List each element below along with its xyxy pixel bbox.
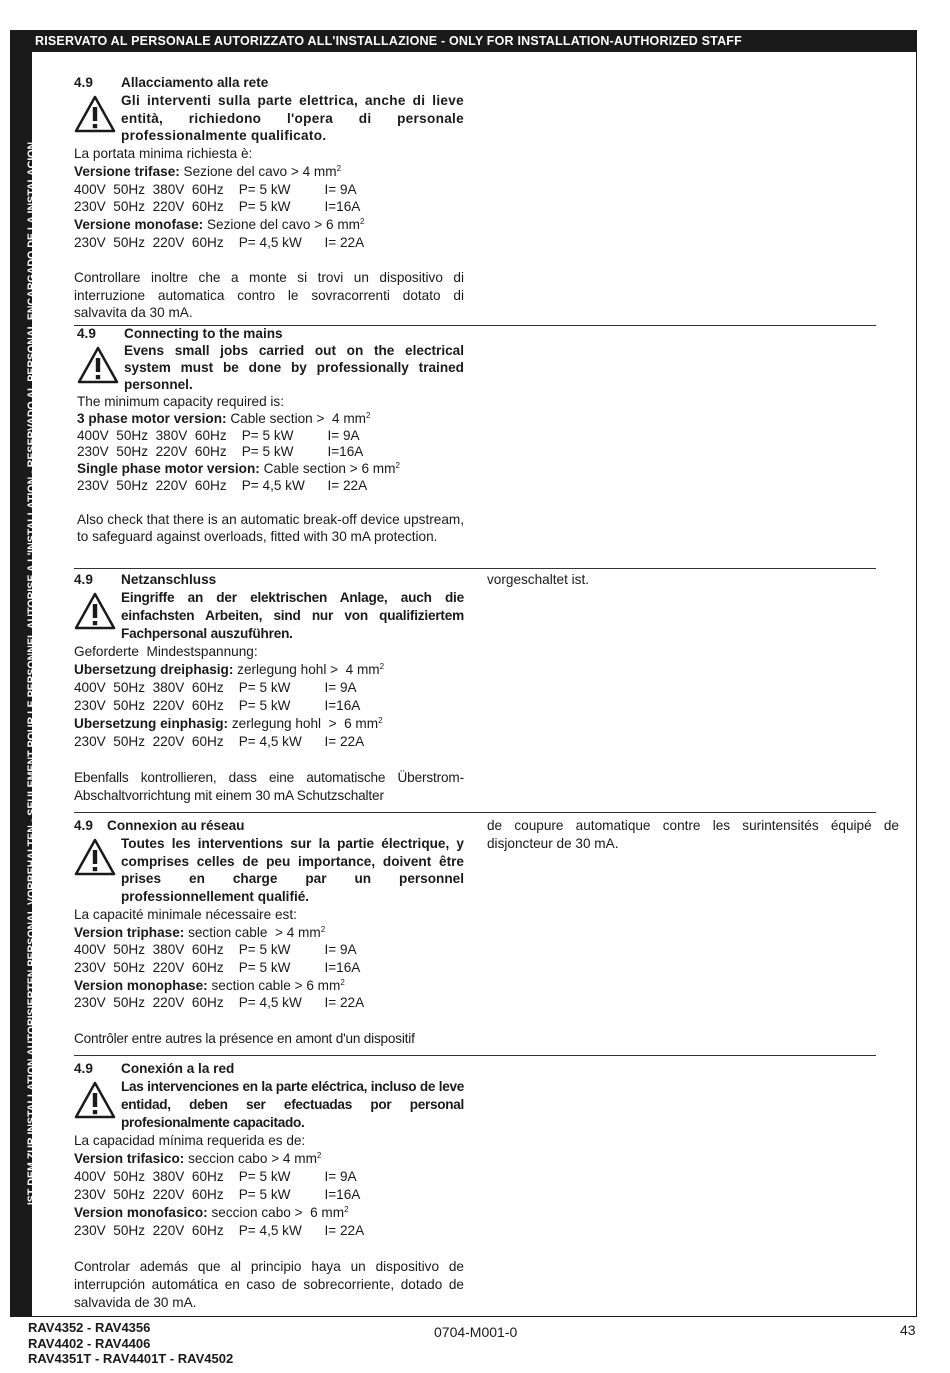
model-line: RAV4402 - RAV4406 — [28, 1335, 151, 1351]
single-phase-text: section cable > 6 mm — [207, 977, 341, 993]
superscript: 2 — [320, 924, 326, 934]
spec-row: 230V 50Hz 220V 60Hz P= 4,5 kW I= 22A — [74, 995, 365, 1011]
warning-icon — [74, 1081, 116, 1119]
section-title: Connexion au réseau — [107, 818, 245, 833]
spec-row: 230V 50Hz 220V 60Hz P= 5 kW I=16A — [77, 444, 364, 460]
section-italian — [74, 74, 464, 322]
single-phase-label: Single phase motor version: — [77, 461, 260, 477]
model-line: RAV4351T - RAV4401T - RAV4502 — [28, 1351, 234, 1366]
spec-row: 230V 50Hz 220V 60Hz P= 5 kW I=16A — [74, 1187, 361, 1202]
french-continuation: de coupure automatique contre les surintensités équipé de disjoncteur de 30 mA. — [487, 818, 899, 851]
section-heading — [74, 1060, 464, 1078]
spec-row: 400V 50Hz 380V 60Hz P= 5 kW I= 9A — [74, 1169, 357, 1184]
warning-block — [74, 589, 464, 643]
single-phase-line — [74, 216, 464, 234]
single-phase-text: Cable section > 6 mm — [259, 461, 396, 477]
superscript: 2 — [378, 716, 383, 725]
three-phase-text: Sezione del cavo > 4 mm — [179, 163, 337, 179]
single-phase-line — [74, 977, 464, 995]
single-phase-text: zerlegung hohl > 6 mm — [228, 716, 379, 731]
min-capacity: La portata minima richiesta è: — [74, 146, 253, 162]
section-divider — [74, 568, 876, 569]
protection-note: Also check that there is an automatic break-off device upstream, to safeguard against overloads, fitted with 30 mA protection. — [77, 512, 464, 544]
spec-row: 230V 50Hz 220V 60Hz P= 4,5 kW I= 22A — [74, 1223, 365, 1238]
warning-block — [74, 92, 464, 145]
spec-row: 400V 50Hz 380V 60Hz P= 5 kW I= 9A — [74, 680, 357, 695]
protection-note: Controlar además que al principio haya un dispositivo de interrupción automática en caso de sobrecorriente, dotado de salvavida de 30 mA. — [74, 1258, 464, 1310]
superscript: 2 — [379, 662, 385, 671]
german-continuation: vorgeschaltet ist. — [487, 572, 589, 587]
three-phase-line — [74, 163, 464, 181]
three-phase-label: 3 phase motor version: — [77, 410, 227, 426]
single-phase-label: Versione monofase: — [74, 216, 204, 232]
min-capacity: La capacidad mínima requerida es de: — [74, 1133, 306, 1148]
three-phase-label: Ubersetzung dreiphasig: — [74, 662, 234, 677]
spec-row: 230V 50Hz 220V 60Hz P= 5 kW I=16A — [74, 199, 361, 215]
three-phase-line — [74, 924, 464, 942]
spec-row: 400V 50Hz 380V 60Hz P= 5 kW I= 9A — [74, 942, 357, 958]
warning-block — [77, 343, 464, 394]
spec-row: 230V 50Hz 220V 60Hz P= 4,5 kW I= 22A — [74, 234, 365, 250]
three-phase-label: Version triphase: — [74, 924, 185, 940]
section-english — [77, 326, 464, 546]
three-phase-line — [77, 411, 464, 428]
single-phase-line — [74, 1204, 464, 1222]
min-capacity: The minimum capacity required is: — [77, 393, 284, 409]
warning-icon — [74, 838, 116, 876]
section-divider — [74, 812, 876, 813]
protection-note: Controllare inoltre che a monte si trovi un dispositivo di interruzione automatica contro le sovracorrenti dotato di salvavita da 30 mA. — [74, 270, 464, 321]
spec-row: 400V 50Hz 380V 60Hz P= 5 kW I= 9A — [74, 181, 357, 197]
warning-text: Eingriffe an der elektrischen Anlage, auch die einfachsten Arbeiten, sind nur von qualifiziertem Fachpersonal auszuführen. — [121, 590, 464, 641]
min-capacity: La capacité minimale nécessaire est: — [74, 906, 297, 922]
warning-text: Toutes les interventions sur la partie électrique, y comprises celles de peu importance, doivent être prises en charge par un personnel professionnellement qualifié. — [121, 836, 464, 905]
protection-note: Ebenfalls kontrollieren, dass eine automatische Überstrom-Abschaltvorrichtung mit einem 30 mA Schutzschalter — [74, 769, 464, 803]
single-phase-text: seccion cabo > 6 mm — [207, 1205, 345, 1220]
single-phase-label: Version monofasico: — [74, 1205, 208, 1220]
warning-icon — [77, 346, 119, 384]
warning-block — [74, 1078, 464, 1132]
superscript: 2 — [340, 977, 345, 987]
superscript: 2 — [336, 163, 342, 173]
warning-icon — [74, 592, 116, 630]
superscript: 2 — [365, 410, 371, 420]
single-phase-text: Sezione del cavo > 6 mm — [203, 216, 360, 232]
three-phase-text: zerlegung hohl > 4 mm — [233, 662, 380, 677]
min-capacity: Geforderte Mindestspannung: — [74, 644, 258, 659]
section-heading — [74, 571, 464, 589]
three-phase-label: Versione trifase: — [74, 163, 180, 179]
section-french — [74, 817, 464, 1047]
section-number: 4.9 — [74, 572, 93, 587]
model-line: RAV4352 - RAV4356 — [28, 1320, 151, 1335]
page-number: 43 — [900, 1322, 916, 1338]
spec-row: 400V 50Hz 380V 60Hz P= 5 kW I= 9A — [77, 427, 360, 443]
section-spanish — [74, 1060, 464, 1312]
side-banner-text: IST DEM ZUR INSTALLATION AUTORISIERTEN PERSONAL VORBEHALTEN - SEULEMENT POUR LE PERSONNEL AUTORISE A L'INSTALLATION - RESERVADO AL PERSONAL ENCARGADO DE LA INSTALACION — [26, 141, 38, 1206]
section-title: Netzanschluss — [121, 572, 217, 587]
three-phase-line — [74, 1150, 464, 1168]
section-heading — [74, 74, 464, 92]
section-heading — [77, 326, 464, 343]
section-number: 4.9 — [74, 818, 93, 833]
section-number: 4.9 — [77, 326, 96, 341]
superscript: 2 — [344, 1205, 349, 1214]
superscript: 2 — [316, 1151, 322, 1160]
section-title: Connecting to the mains — [124, 326, 283, 341]
section-title: Conexión a la red — [121, 1061, 235, 1076]
section-heading — [74, 817, 464, 835]
warning-block — [74, 835, 464, 906]
section-title: Allacciamento alla rete — [121, 75, 269, 90]
warning-text: Evens small jobs carried out on the electrical system must be done by professionally trained personnel. — [124, 343, 464, 392]
spec-row: 230V 50Hz 220V 60Hz P= 5 kW I=16A — [74, 959, 361, 975]
model-list — [28, 1320, 233, 1367]
single-phase-label: Ubersetzung einphasig: — [74, 716, 229, 731]
superscript: 2 — [395, 461, 400, 471]
three-phase-text: Cable section > 4 mm — [226, 410, 366, 426]
three-phase-text: section cable > 4 mm — [184, 924, 321, 940]
three-phase-label: Version trifasico: — [74, 1151, 185, 1166]
warning-text: Las intervenciones en la parte eléctrica, incluso de leve entidad, deben ser efectuadas por personal profesionalmente capacitado. — [121, 1079, 464, 1130]
single-phase-line — [77, 461, 464, 478]
spec-row: 230V 50Hz 220V 60Hz P= 4,5 kW I= 22A — [77, 478, 368, 494]
three-phase-text: seccion cabo > 4 mm — [184, 1151, 317, 1166]
warning-icon — [74, 95, 116, 133]
single-phase-label: Version monophase: — [74, 977, 208, 993]
superscript: 2 — [359, 216, 365, 226]
single-phase-line — [74, 715, 464, 733]
header-banner: RISERVATO AL PERSONALE AUTORIZZATO ALL'INSTALLAZIONE - ONLY FOR INSTALLATION-AUTHORIZED STAFF — [10, 30, 917, 52]
section-german — [74, 571, 464, 805]
spec-row: 230V 50Hz 220V 60Hz P= 4,5 kW I= 22A — [74, 734, 365, 749]
section-number: 4.9 — [74, 75, 93, 90]
spec-row: 230V 50Hz 220V 60Hz P= 5 kW I=16A — [74, 698, 361, 713]
section-divider — [74, 1055, 876, 1056]
warning-text: Gli interventi sulla parte elettrica, anche di lieve entità, richiedono l'opera di personale professionalmente qualificato. — [121, 93, 464, 144]
three-phase-line — [74, 661, 464, 679]
section-number: 4.9 — [74, 1061, 93, 1076]
document-code: 0704-M001-0 — [434, 1324, 518, 1340]
protection-note: Contrôler entre autres la présence en amont d'un dispositif — [74, 1030, 415, 1046]
